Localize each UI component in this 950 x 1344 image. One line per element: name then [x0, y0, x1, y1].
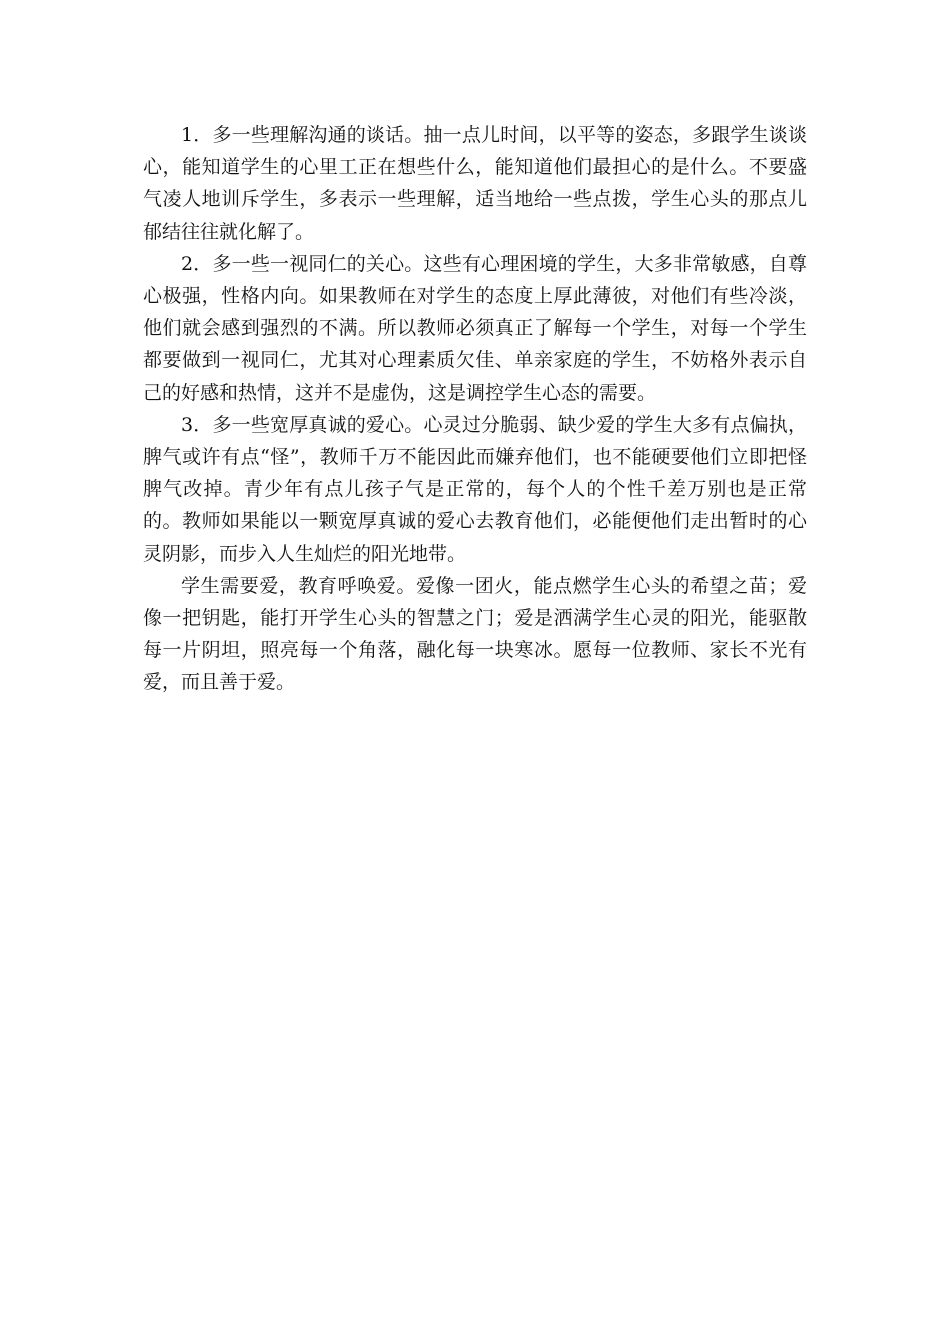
- document-body: [143, 119, 807, 699]
- paragraph-conclusion: 学生需要爱，教育呼唤爱。爱像一团火，能点燃学生心头的希望之苗；爱像一把钥匙，能打开学生心头的智慧之门；爱是洒满学生心灵的阳光，能驱散每一片阴坦，照亮每一个角落，融化每一块寒冰。愿每一位教师、家长不光有爱，而且善于爱。: [143, 574, 807, 694]
- paragraph-tolerant-love: 3．多一些宽厚真诚的爱心。心灵过分脆弱、缺少爱的学生大多有点偏执，脾气或许有点“怪”，教师千万不能因此而嫌弃他们，也不能硬要他们立即把怪脾气改掉。青少年有点儿孩子气是正常的，每个人的个性千差万别也是正常的。教师如果能以一颗宽厚真诚的爱心去教育他们，必能便他们走出暂时的心灵阴影，而步入人生灿烂的阳光地带。: [143, 413, 807, 565]
- paragraph-understanding-communication: 1．多一些理解沟通的谈话。抽一点儿时间，以平等的姿态，多跟学生谈谈心，能知道学生的心里工正在想些什么，能知道他们最担心的是什么。不要盛气凌人地训斥学生，多表示一些理解，适当地给一些点拨，学生心头的那点儿郁结往往就化解了。: [143, 124, 807, 243]
- paragraph-equal-care: 2．多一些一视同仁的关心。这些有心理困境的学生，大多非常敏感，自尊心极强，性格内向。如果教师在对学生的态度上厚此薄彼，对他们有些冷淡，他们就会感到强烈的不满。所以教师必须真正了解每一个学生，对每一个学生都要做到一视同仁，尤其对心理素质欠佳、单亲家庭的学生，不妨格外表示自己的好感和热情，这并不是虚伪，这是调控学生心态的需要。: [143, 252, 807, 404]
